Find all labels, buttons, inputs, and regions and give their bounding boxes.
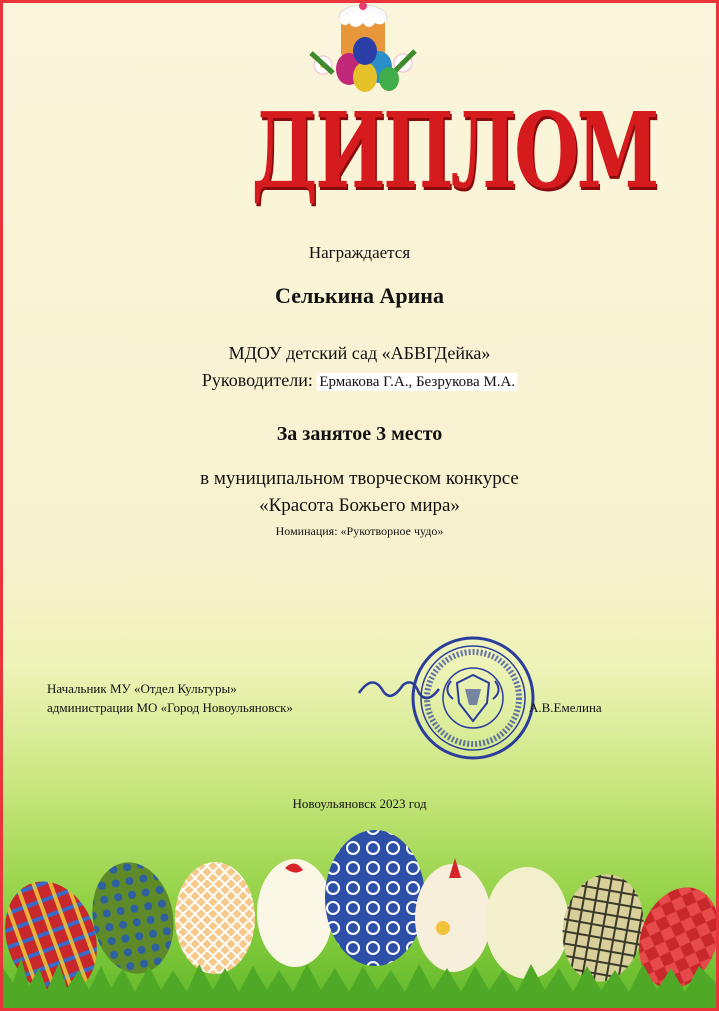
nomination: Номинация: «Рукотворное чудо» bbox=[275, 524, 444, 538]
signer-title-line-2: администрации МО «Город Новоульяновск» bbox=[47, 700, 293, 715]
place-date: Новоульяновск 2023 год bbox=[292, 796, 427, 811]
contest-line-1: в муниципальном творческом конкурсе bbox=[200, 468, 519, 489]
easter-eggs-decoration bbox=[3, 818, 716, 1008]
awarded-label: Награждается bbox=[308, 243, 411, 262]
easter-cake-icon bbox=[303, 3, 423, 98]
leaders-label: Руководители: bbox=[201, 370, 313, 390]
signer-title-line-1: Начальник МУ «Отдел Культуры» bbox=[47, 681, 237, 696]
official-seal bbox=[353, 633, 543, 763]
organization: МДОУ детский сад «АБВГДейка» bbox=[228, 343, 491, 363]
leaders-line bbox=[3, 370, 716, 391]
signer-title bbox=[47, 679, 293, 717]
leaders-names: Ермакова Г.А., Безрукова М.А. bbox=[319, 374, 516, 390]
signer-name: А.В.Емелина bbox=[529, 700, 602, 715]
place-award: За занятое 3 место bbox=[276, 423, 443, 445]
diploma-title: ДИПЛОМ bbox=[251, 89, 657, 212]
recipient-name: Селькина Арина bbox=[275, 283, 444, 308]
contest-line-2: «Красота Божьего мира» bbox=[259, 495, 460, 516]
